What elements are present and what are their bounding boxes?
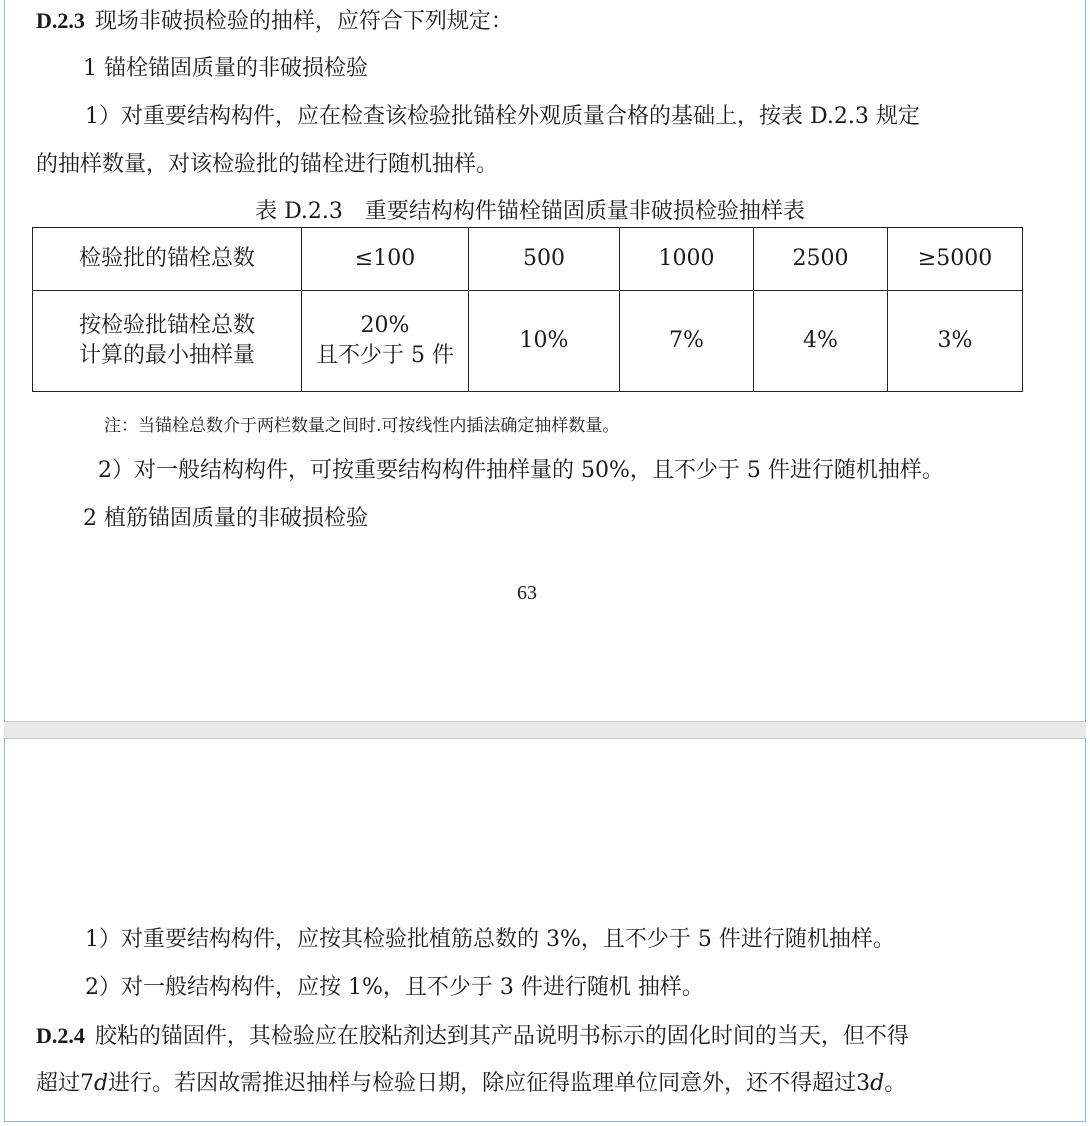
table-cell: ≤100	[302, 228, 469, 291]
item-1-sub-1-line-1: 1）对重要结构构件，应在检查该检验批锚栓外观质量合格的基础上，按表 D.2.3 规定	[85, 104, 920, 129]
table-cell-line: 20%	[360, 313, 410, 338]
item-1-heading: 1 锚栓锚固质量的非破损检验	[83, 56, 368, 81]
table-row-min-sample	[33, 291, 1023, 392]
clause-d23	[36, 7, 513, 36]
clause-text: 。	[884, 1071, 907, 1096]
item-2-sub-2: 2）对一般结构构件，应按 1%，且不少于 3 件进行随机 抽样。	[85, 975, 704, 1000]
clause-d24-line-1	[36, 1022, 909, 1051]
table-caption: 表 D.2.3 重要结构构件锚栓锚固质量非破损检验抽样表	[255, 199, 805, 224]
table-cell: 10%	[469, 291, 620, 392]
table-cell	[302, 291, 469, 392]
clause-number: D.2.3	[36, 8, 85, 33]
item-1-sub-1-line-2: 的抽样数量，对该检验批的锚栓进行随机抽样。	[36, 152, 499, 177]
clause-text: 进行。若因故需推迟抽样与检验日期，除应征得监理单位同意外，还不得超过	[108, 1071, 857, 1096]
item-2-heading: 2 植筋锚固质量的非破损检验	[83, 506, 368, 531]
clause-text: 超过	[36, 1071, 81, 1096]
duration-number: 7	[80, 1071, 95, 1096]
duration-unit: d	[870, 1071, 885, 1096]
duration-number: 3	[856, 1071, 871, 1096]
table-cell: ≥5000	[888, 228, 1023, 291]
table-cell-line: 且不少于 5 件	[316, 343, 454, 368]
table-row-anchor-total	[33, 228, 1023, 291]
table-header-line: 计算的最小抽样量	[78, 343, 255, 368]
table-header-line: 按检验批锚栓总数	[78, 313, 255, 338]
table-cell: 7%	[620, 291, 754, 392]
page-number: 63	[517, 582, 537, 604]
page-separator	[4, 722, 1086, 738]
document-page-63	[4, 0, 1086, 722]
table-cell: 3%	[888, 291, 1023, 392]
table-note: 注：当锚栓总数介于两栏数量之间时.可按线性内插法确定抽样数量。	[104, 416, 620, 436]
item-1-sub-2: 2）对一般结构构件，可按重要结构构件抽样量的 50%，且不少于 5 件进行随机抽样。	[98, 458, 944, 483]
table-cell: 4%	[754, 291, 888, 392]
table-cell: 1000	[620, 228, 754, 291]
table-header-cell: 检验批的锚栓总数	[33, 228, 302, 291]
clause-d24-line-2	[36, 1070, 906, 1098]
duration-unit: d	[94, 1071, 109, 1096]
document-page-next	[4, 738, 1086, 1122]
clause-number: D.2.4	[36, 1023, 85, 1048]
clause-text: 现场非破损检验的抽样，应符合下列规定：	[94, 9, 513, 34]
table-cell: 500	[469, 228, 620, 291]
table-cell: 2500	[754, 228, 888, 291]
table-header-cell	[33, 291, 302, 392]
item-2-sub-1: 1）对重要结构构件，应按其检验批植筋总数的 3%，且不少于 5 件进行随机抽样。	[85, 927, 895, 952]
sampling-table	[32, 227, 1023, 392]
clause-text: 胶粘的锚固件，其检验应在胶粘剂达到其产品说明书标示的固化时间的当天，但不得	[94, 1024, 909, 1049]
